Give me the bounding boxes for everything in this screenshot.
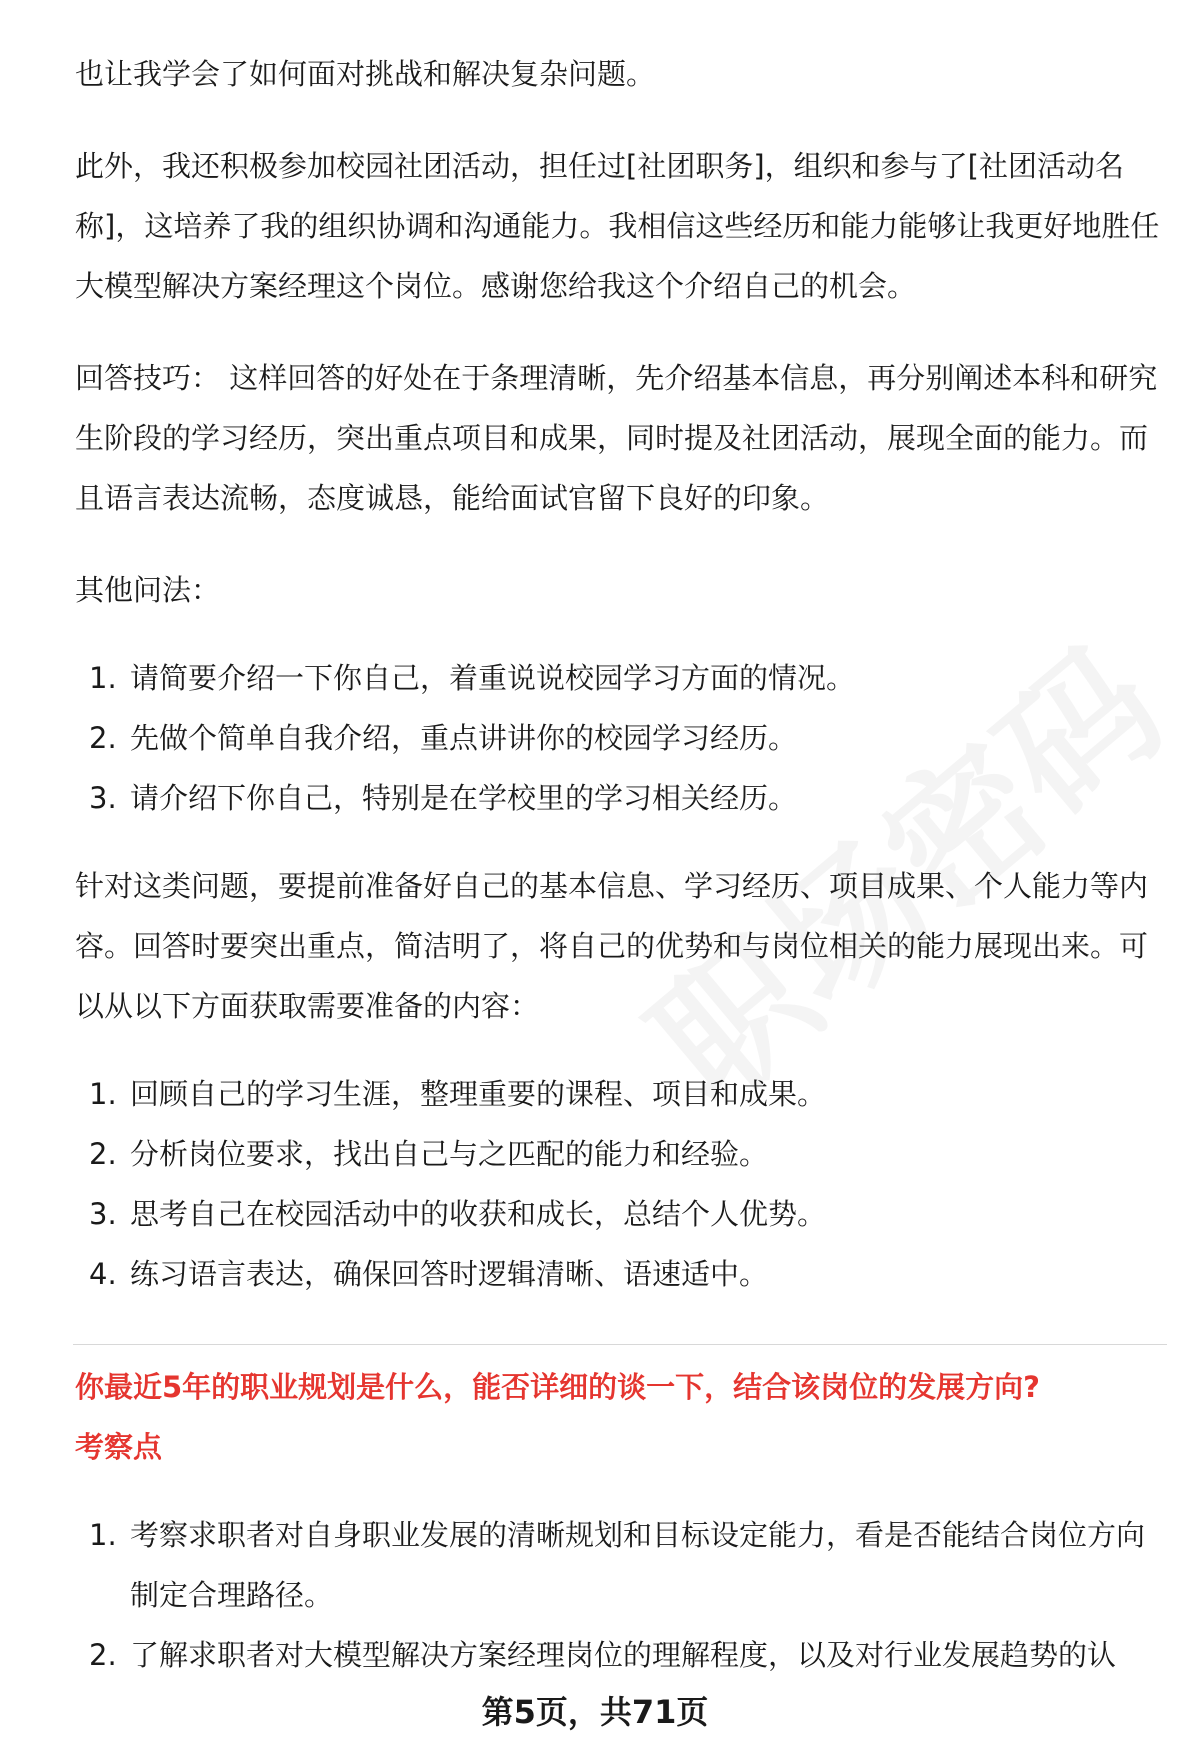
question-subtitle: 考察点 — [75, 1430, 163, 1464]
list-item: 1. 考察求职者对自身职业发展的清晰规划和目标设定能力，看是否能结合岗位方向制定合理路径。 — [89, 1518, 1146, 1612]
list-item: 2. 分析岗位要求，找出自己与之匹配的能力和经验。 — [89, 1137, 769, 1171]
list-item: 3. 请介绍下你自己，特别是在学校里的学习相关经历。 — [89, 781, 798, 815]
assessment-points-list — [75, 1505, 1165, 1685]
paragraph-club-activities: 此外，我还积极参加校园社团活动，担任过[社团职务]，组织和参与了[社团活动名称]，这培养了我的组织协调和沟通能力。我相信这些经历和能力能够让我更好地胜任大模型解决方案经理这个岗位。感谢您给我这个介绍自己的机会。 — [75, 149, 1160, 303]
paragraph-continuation: 也让我学会了如何面对挑战和解决复杂问题。 — [75, 57, 656, 91]
list-item: 1. 回顾自己的学习生涯，整理重要的课程、项目和成果。 — [89, 1077, 827, 1111]
question-title: 你最近5年的职业规划是什么，能否详细的谈一下，结合该岗位的发展方向? — [75, 1370, 1041, 1404]
list-item: 2. 先做个简单自我介绍，重点讲讲你的校园学习经历。 — [89, 721, 798, 755]
page-content — [75, 44, 1165, 1685]
preparation-list — [75, 1064, 1165, 1304]
paragraph-answer-tips: 回答技巧： 这样回答的好处在于条理清晰，先介绍基本信息，再分别阐述本科和研究生阶段的学习经历，突出重点项目和成果，同时提及社团活动，展现全面的能力。而且语言表达流畅，态度诚恳，能给面试官留下良好的印象。 — [75, 361, 1158, 515]
section-divider — [73, 1344, 1167, 1345]
paragraph-preparation: 针对这类问题，要提前准备好自己的基本信息、学习经历、项目成果、个人能力等内容。回答时要突出重点，简洁明了，将自己的优势和与岗位相关的能力展现出来。可以从以下方面获取需要准备的内容： — [75, 869, 1149, 1023]
paragraph-other-questions-heading: 其他问法： — [75, 573, 221, 607]
page-number: 第5页，共71页 — [481, 1693, 709, 1731]
list-item: 4. 练习语言表达，确保回答时逻辑清晰、语速适中。 — [89, 1257, 769, 1291]
list-item: 3. 思考自己在校园活动中的收获和成长，总结个人优势。 — [89, 1197, 827, 1231]
list-item: 1. 请简要介绍一下你自己，着重说说校园学习方面的情况。 — [89, 661, 856, 695]
list-item: 2. 了解求职者对大模型解决方案经理岗位的理解程度，以及对行业发展趋势的认 — [89, 1638, 1117, 1672]
other-questions-list — [75, 648, 1165, 828]
